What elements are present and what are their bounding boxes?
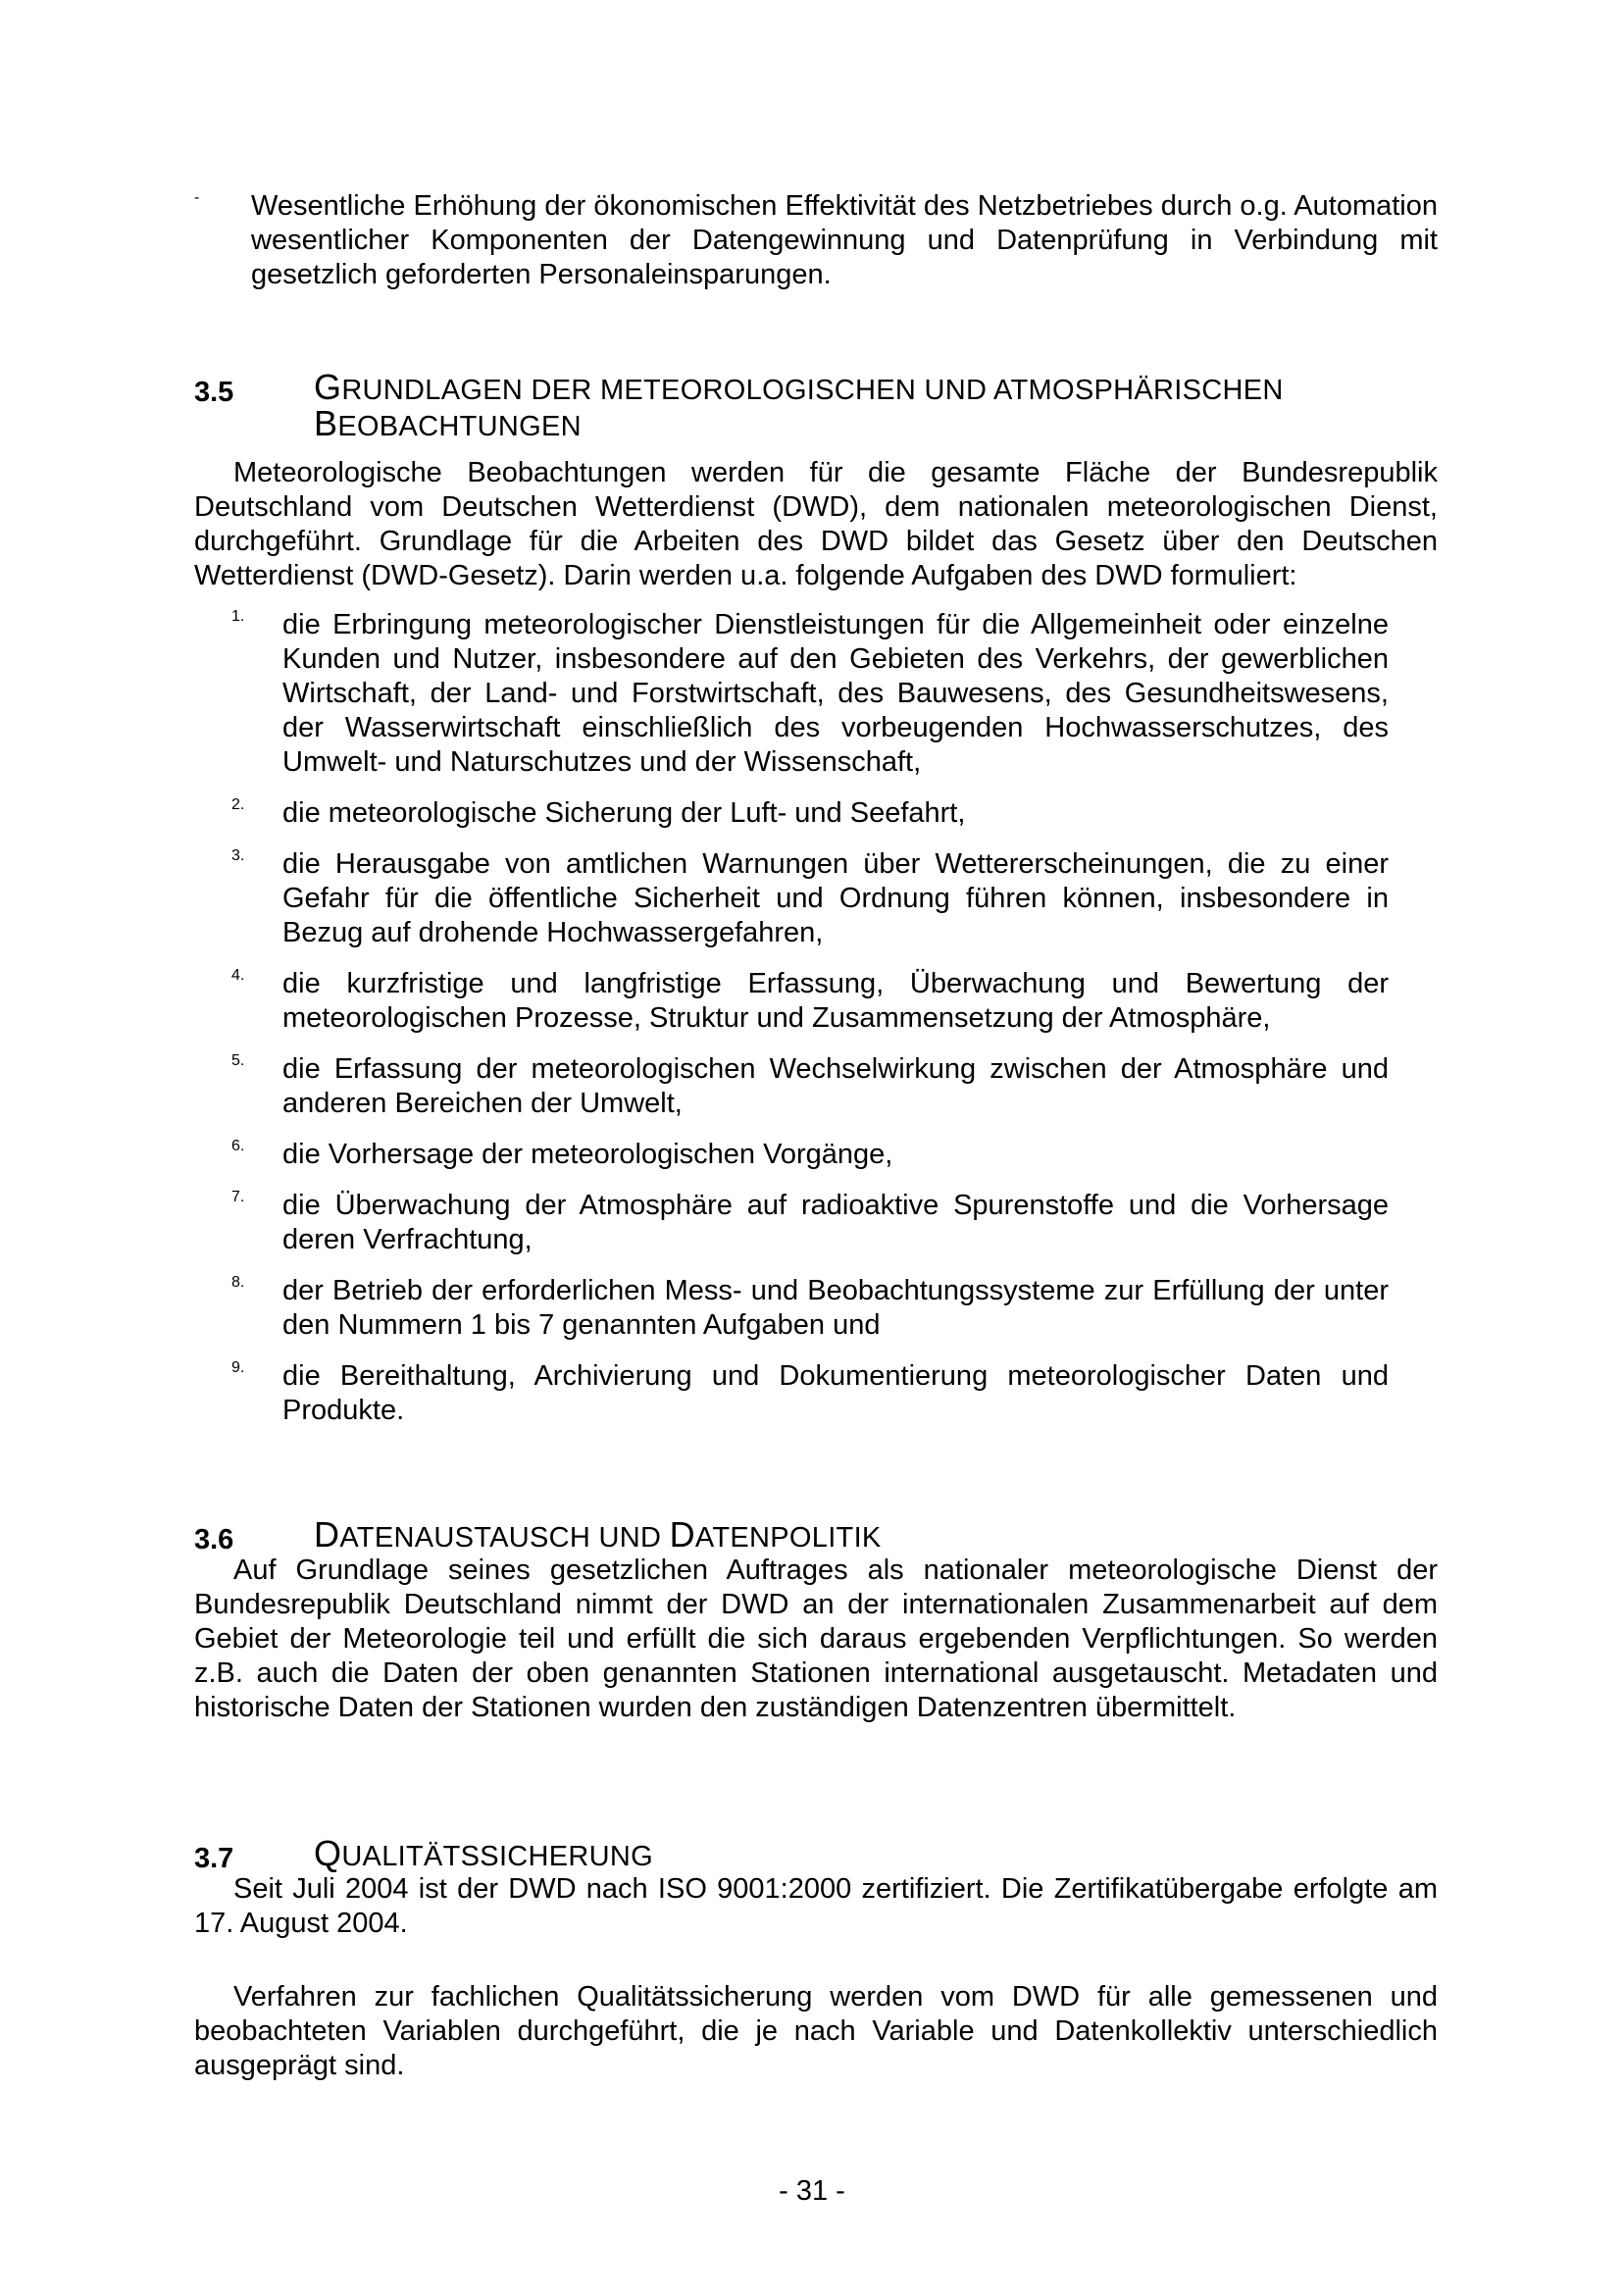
section-number: 3.5 (194, 377, 234, 408)
list-number: 2. (231, 796, 245, 813)
list-text: die Erfassung der meteorologischen Wechselwirkung zwischen der Atmosphäre und anderen Bereichen der Umwelt, (282, 1053, 1389, 1119)
list-item (194, 1138, 1438, 1172)
section-number: 3.6 (194, 1524, 234, 1555)
list-number: 1. (231, 608, 245, 625)
bullet-text: Wesentliche Erhöhung der ökonomischen Effektivität des Netzbetriebes durch o.g. Automation wesentlicher Komponenten der Datengewinnung und Datenprüfung in Verbindung mit gesetzlich geforderten Personaleinsparungen. (251, 190, 1438, 290)
bullet-dash: - (194, 189, 200, 206)
section-title (314, 367, 1438, 443)
list-text: die Überwachung der Atmosphäre auf radioaktive Spurenstoffe und die Vorhersage deren Verfrachtung, (282, 1190, 1389, 1255)
list-number: 5. (231, 1052, 245, 1069)
section-3-7-text-1 (194, 1872, 1438, 1941)
title-cap: B (314, 403, 338, 443)
page-number: - 31 - (779, 2175, 845, 2207)
list-number: 3. (231, 847, 245, 864)
body-text: Auf Grundlage seines gesetzlichen Auftrages als nationaler meteorologische Dienst der Bundesrepublik Deutschland nimmt der DWD an der internationalen Zusammenarbeit auf dem Gebiet der Meteorologie teil und erfüllt die sich daraus ergebenden Verpflichtungen. So werden z.B. auch die Daten der oben genannten Stationen international ausgetauscht. Metadaten und historische Daten der Stationen wurden den zuständigen Datenzentren übermittelt. (194, 1555, 1438, 1723)
title-rest: ATENPOLITIK (694, 1522, 882, 1554)
list-item (194, 608, 1438, 780)
list-text: der Betrieb der erforderlichen Mess- und Beobachtungssysteme zur Erfüllung der unter den Nummern 1 bis 7 genannten Aufgaben und (282, 1275, 1389, 1341)
body-text: Verfahren zur fachlichen Qualitätssicherung werden vom DWD für alle gemessenen und beobachteten Variablen durchgeführt, die je nach Variable und Datenkollektiv unterschiedlich ausgeprägt sind. (194, 1981, 1438, 2081)
section-title (314, 1833, 1438, 1873)
list-number: 8. (231, 1274, 245, 1291)
list-number: 7. (231, 1189, 245, 1205)
title-cap: D (314, 1514, 340, 1555)
list-item (194, 1189, 1438, 1257)
list-number: 9. (231, 1359, 245, 1376)
list-text: die Erbringung meteorologischer Dienstleistungen für die Allgemeinheit oder einzelne Kunden und Nutzer, insbesondere auf den Gebieten des Verkehrs, der gewerblichen Wirtschaft, der Land- und Forstwirtschaft, des Bauwesens, des Gesundheitswesens, der Wasserwirtschaft einschließlich des vorbeugenden Hochwasserschutzes, des Umwelt- und Naturschutzes und der Wissenschaft, (282, 609, 1389, 778)
list-item (194, 1274, 1438, 1343)
intro-text: Meteorologische Beobachtungen werden für die gesamte Fläche der Bundesrepublik Deutschland vom Deutschen Wetterdienst (DWD), dem nationalen meteorologischen Dienst, durchgeführt. Grundlage für die Arbeiten des DWD bildet das Gesetz über den Deutschen Wetterdienst (DWD-Gesetz). Darin werden u.a. folgende Aufgaben des DWD formuliert: (194, 457, 1438, 591)
title-rest: ATENAUSTAUSCH UND (339, 1522, 670, 1554)
section-3-6-text (194, 1554, 1438, 1725)
section-3-5-intro (194, 456, 1438, 593)
title-rest: UALITÄTSSICHERUNG (341, 1841, 654, 1872)
list-text: die meteorologische Sicherung der Luft- und Seefahrt, (282, 797, 966, 829)
list-number: 4. (231, 967, 245, 984)
section-number: 3.7 (194, 1843, 234, 1874)
list-item (194, 1052, 1438, 1121)
title-rest: EOBACHTUNGEN (337, 411, 582, 442)
list-text: die Bereithaltung, Archivierung und Dokumentierung meteorologischer Daten und Produkte. (282, 1360, 1389, 1426)
section-3-7-text-2 (194, 1980, 1438, 2083)
list-item (194, 967, 1438, 1036)
list-item (194, 847, 1438, 950)
list-number: 6. (231, 1138, 245, 1154)
list-item (194, 1359, 1438, 1428)
title-rest: RUNDLAGEN DER METEOROLOGISCHEN UND ATMOSPHÄRISCHEN (341, 375, 1284, 406)
title-cap: Q (314, 1833, 342, 1873)
list-text: die Herausgabe von amtlichen Warnungen über Wettererscheinungen, die zu einer Gefahr für die öffentliche Sicherheit und Ordnung führen können, insbesondere in Bezug auf drohende Hochwassergefahren, (282, 848, 1389, 948)
list-text: die Vorhersage der meteorologischen Vorgänge, (282, 1139, 893, 1170)
section-title (314, 1514, 1438, 1555)
task-list (194, 608, 1438, 1445)
list-text: die kurzfristige und langfristige Erfassung, Überwachung und Bewertung der meteorologischen Prozesse, Struktur und Zusammensetzung der Atmosphäre, (282, 968, 1389, 1034)
title-cap: G (314, 367, 342, 407)
list-item (194, 796, 1438, 831)
title-cap: D (669, 1514, 695, 1555)
body-text: Seit Juli 2004 ist der DWD nach ISO 9001:2000 zertifiziert. Die Zertifikatübergabe erfolgte am 17. August 2004. (194, 1873, 1438, 1939)
